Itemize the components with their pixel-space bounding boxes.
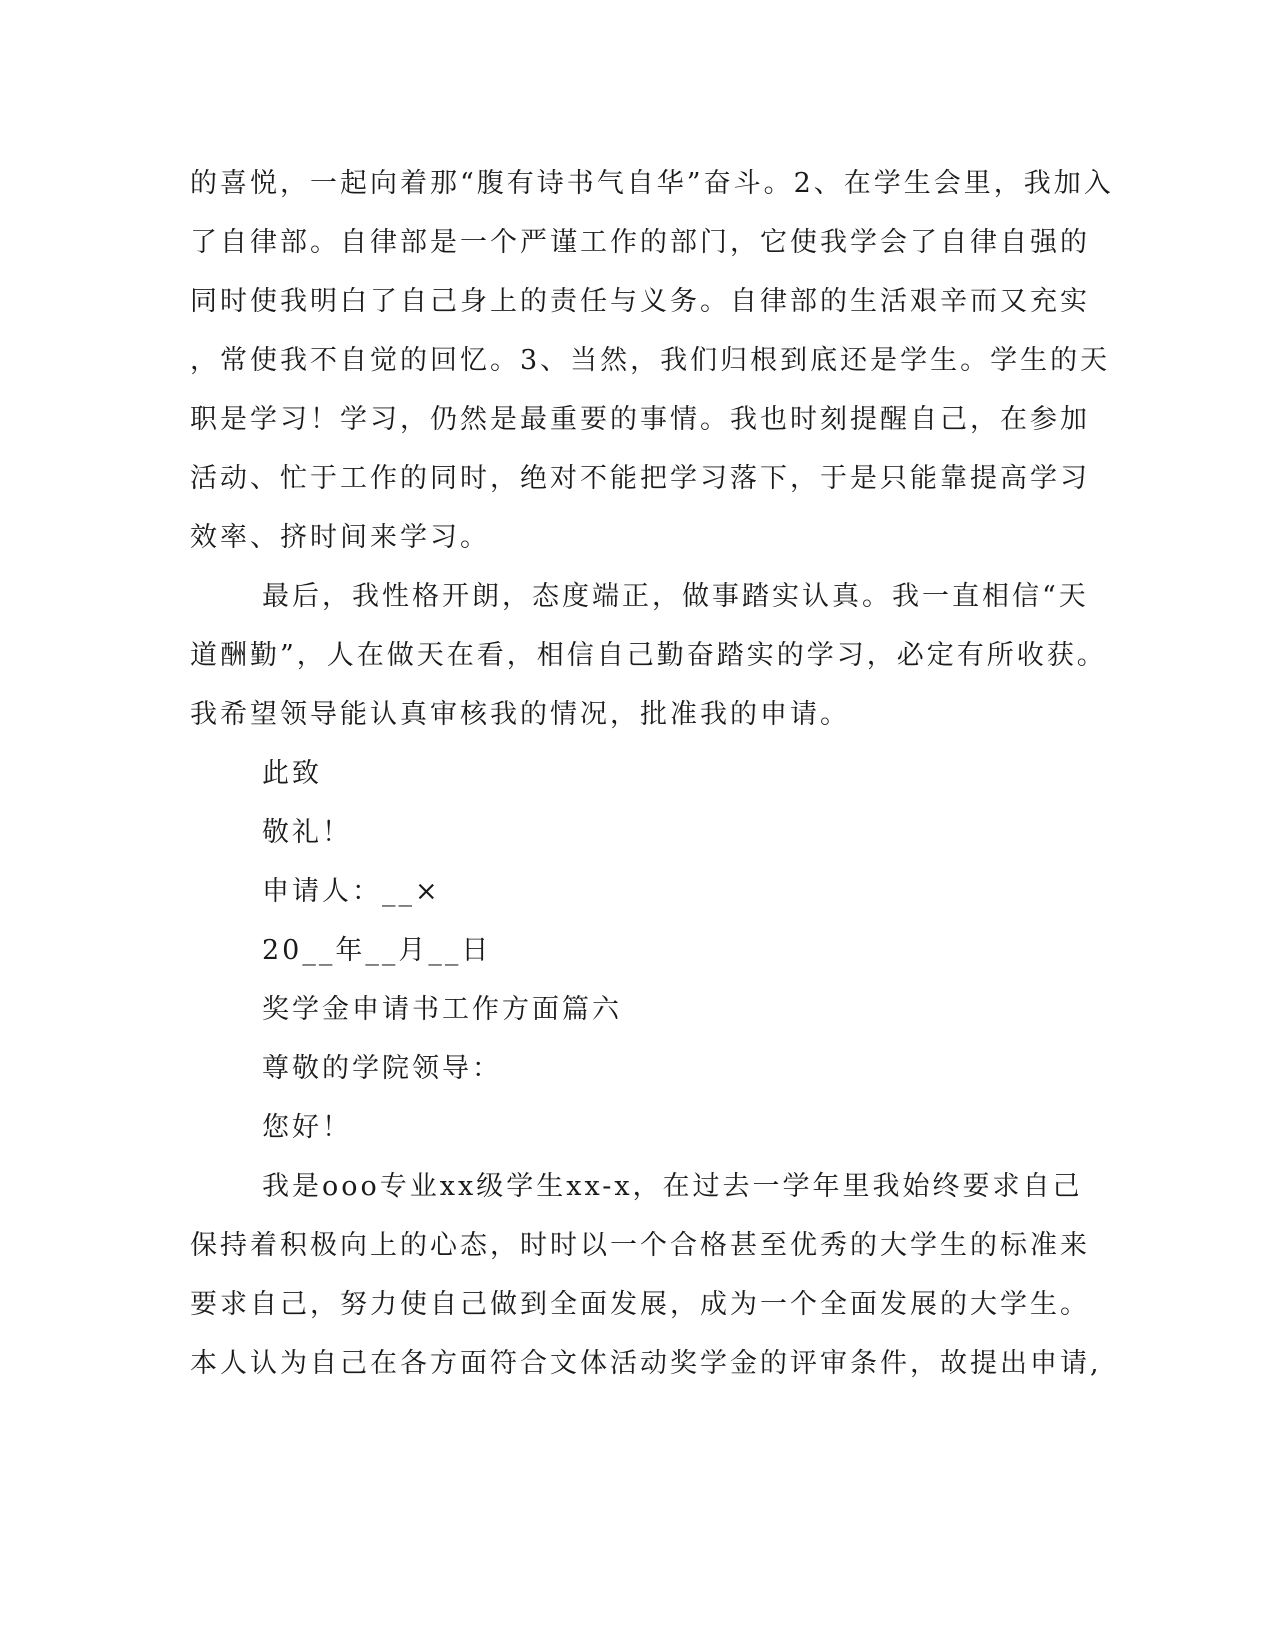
- paragraph-line: 本人认为自己在各方面符合文体活动奖学金的评审条件，故提出申请,: [190, 1348, 1102, 1379]
- paragraph-line: 的喜悦，一起向着那“腹有诗书气自华”奋斗。2、在学生会里，我加入: [190, 168, 1114, 199]
- paragraph-line: ，常使我不自觉的回忆。3、当然，我们归根到底还是学生。学生的天: [190, 345, 1111, 376]
- greeting-line: 尊敬的学院领导：: [262, 1053, 502, 1084]
- paragraph-line: 我希望领导能认真审核我的情况，批准我的申请。: [190, 699, 850, 730]
- paragraph-line: 保持着积极向上的心态，时时以一个合格甚至优秀的大学生的标准来: [190, 1230, 1090, 1261]
- applicant-line: 申请人：__×: [262, 876, 441, 907]
- paragraph-line: 了自律部。自律部是一个严谨工作的部门，它使我学会了自律自强的: [190, 227, 1090, 258]
- paragraph-line: 职是学习！学习，仍然是最重要的事情。我也时刻提醒自己，在参加: [190, 404, 1090, 435]
- paragraph-line: 同时使我明白了自己身上的责任与义务。自律部的生活艰辛而又充实: [190, 286, 1090, 317]
- paragraph-line: 活动、忙于工作的同时，绝对不能把学习落下，于是只能靠提高学习: [190, 463, 1090, 494]
- paragraph-line: 道酬勤”，人在做天在看，相信自己勤奋踏实的学习，必定有所收获。: [190, 640, 1107, 671]
- closing-regards: 敬礼！: [262, 817, 352, 848]
- paragraph-line: 我是ooo专业xx级学生xx-x，在过去一学年里我始终要求自己: [262, 1171, 1083, 1202]
- section-title: 奖学金申请书工作方面篇六: [262, 994, 622, 1025]
- paragraph-line: 效率、挤时间来学习。: [190, 522, 490, 553]
- greeting-hello: 您好！: [262, 1112, 352, 1143]
- paragraph-line: 最后，我性格开朗，态度端正，做事踏实认真。我一直相信“天: [262, 581, 1089, 612]
- paragraph-line: 要求自己，努力使自己做到全面发展，成为一个全面发展的大学生。: [190, 1289, 1090, 1320]
- date-line: 20__年__月__日: [262, 935, 492, 966]
- closing-salutation: 此致: [262, 758, 322, 789]
